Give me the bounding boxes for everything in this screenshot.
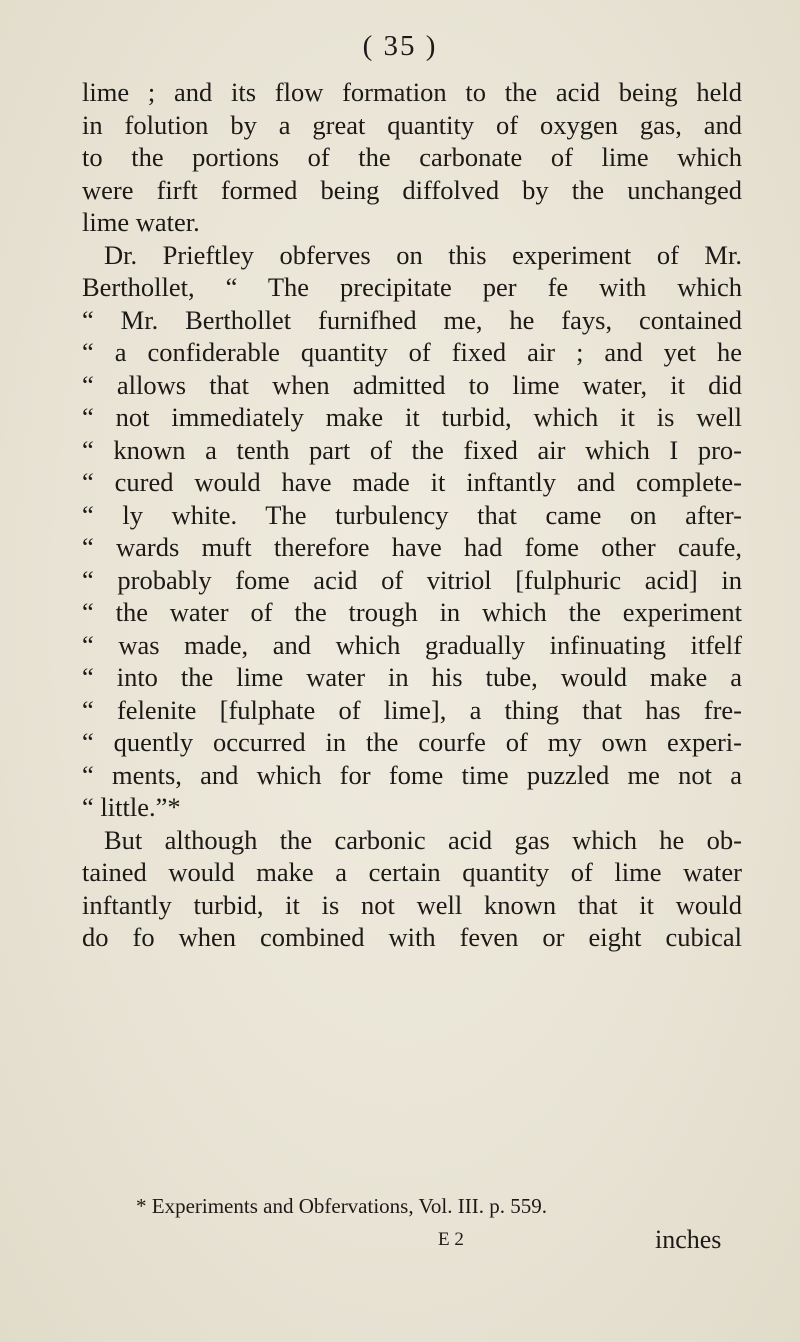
text-line: Dr. Prieftley obferves on this experiment of Mr. — [104, 239, 742, 270]
text-line: “ allows that when admitted to lime water, it did — [82, 369, 742, 400]
text-line: in folution by a great quantity of oxygen gas, and — [82, 109, 742, 140]
text-line: were firft formed being diffolved by the unchanged — [82, 174, 742, 205]
text-line: “ a confiderable quantity of fixed air ; and yet he — [82, 337, 742, 367]
text-line: “ was made, and which gradually infinuating itfelf — [82, 629, 742, 660]
text-line: “ ly white. The turbulency that came on after- — [82, 499, 742, 530]
text-line: Berthollet, “ The precipitate per fe with which — [82, 272, 742, 302]
page-number: ( 35 ) — [362, 30, 438, 62]
text-line: “ Mr. Berthollet furnifhed me, he fays, contained — [82, 304, 742, 335]
text-line: “ cured would have made it inftantly and complete- — [82, 467, 742, 497]
signature-mark: E 2 — [438, 1229, 464, 1250]
text-line: But although the carbonic acid gas which he ob- — [104, 824, 742, 855]
text-line: “ little.”* — [82, 792, 181, 822]
text-line: “ ments, and which for fome time puzzled me not a — [82, 759, 742, 790]
text-line: “ into the lime water in his tube, would make a — [82, 662, 742, 692]
text-line: lime ; and its flow formation to the acid being held — [82, 77, 742, 107]
text-line: inftantly turbid, it is not well known that it would — [82, 889, 742, 920]
text-line: “ known a tenth part of the fixed air which I pro- — [82, 434, 742, 465]
body-text — [82, 76, 742, 954]
text-line: “ quently occurred in the courfe of my own experi- — [82, 727, 742, 757]
text-line: “ wards muft therefore have had fome other caufe, — [82, 532, 742, 562]
text-line: do fo when combined with feven or eight cubical — [82, 922, 742, 952]
text-line: “ not immediately make it turbid, which it is well — [82, 402, 742, 432]
catchword: inches — [655, 1225, 722, 1254]
text-line: “ probably fome acid of vitriol [fulphuric acid] in — [82, 564, 742, 595]
text-line: “ felenite [fulphate of lime], a thing that has fre- — [82, 694, 742, 725]
text-line: “ the water of the trough in which the experiment — [82, 597, 742, 627]
footnote: * Experiments and Obfervations, Vol. III. p. 559. — [136, 1194, 547, 1218]
text-line: lime water. — [82, 207, 200, 237]
text-line: to the portions of the carbonate of lime which — [82, 142, 742, 172]
text-line: tained would make a certain quantity of lime water — [82, 857, 742, 887]
